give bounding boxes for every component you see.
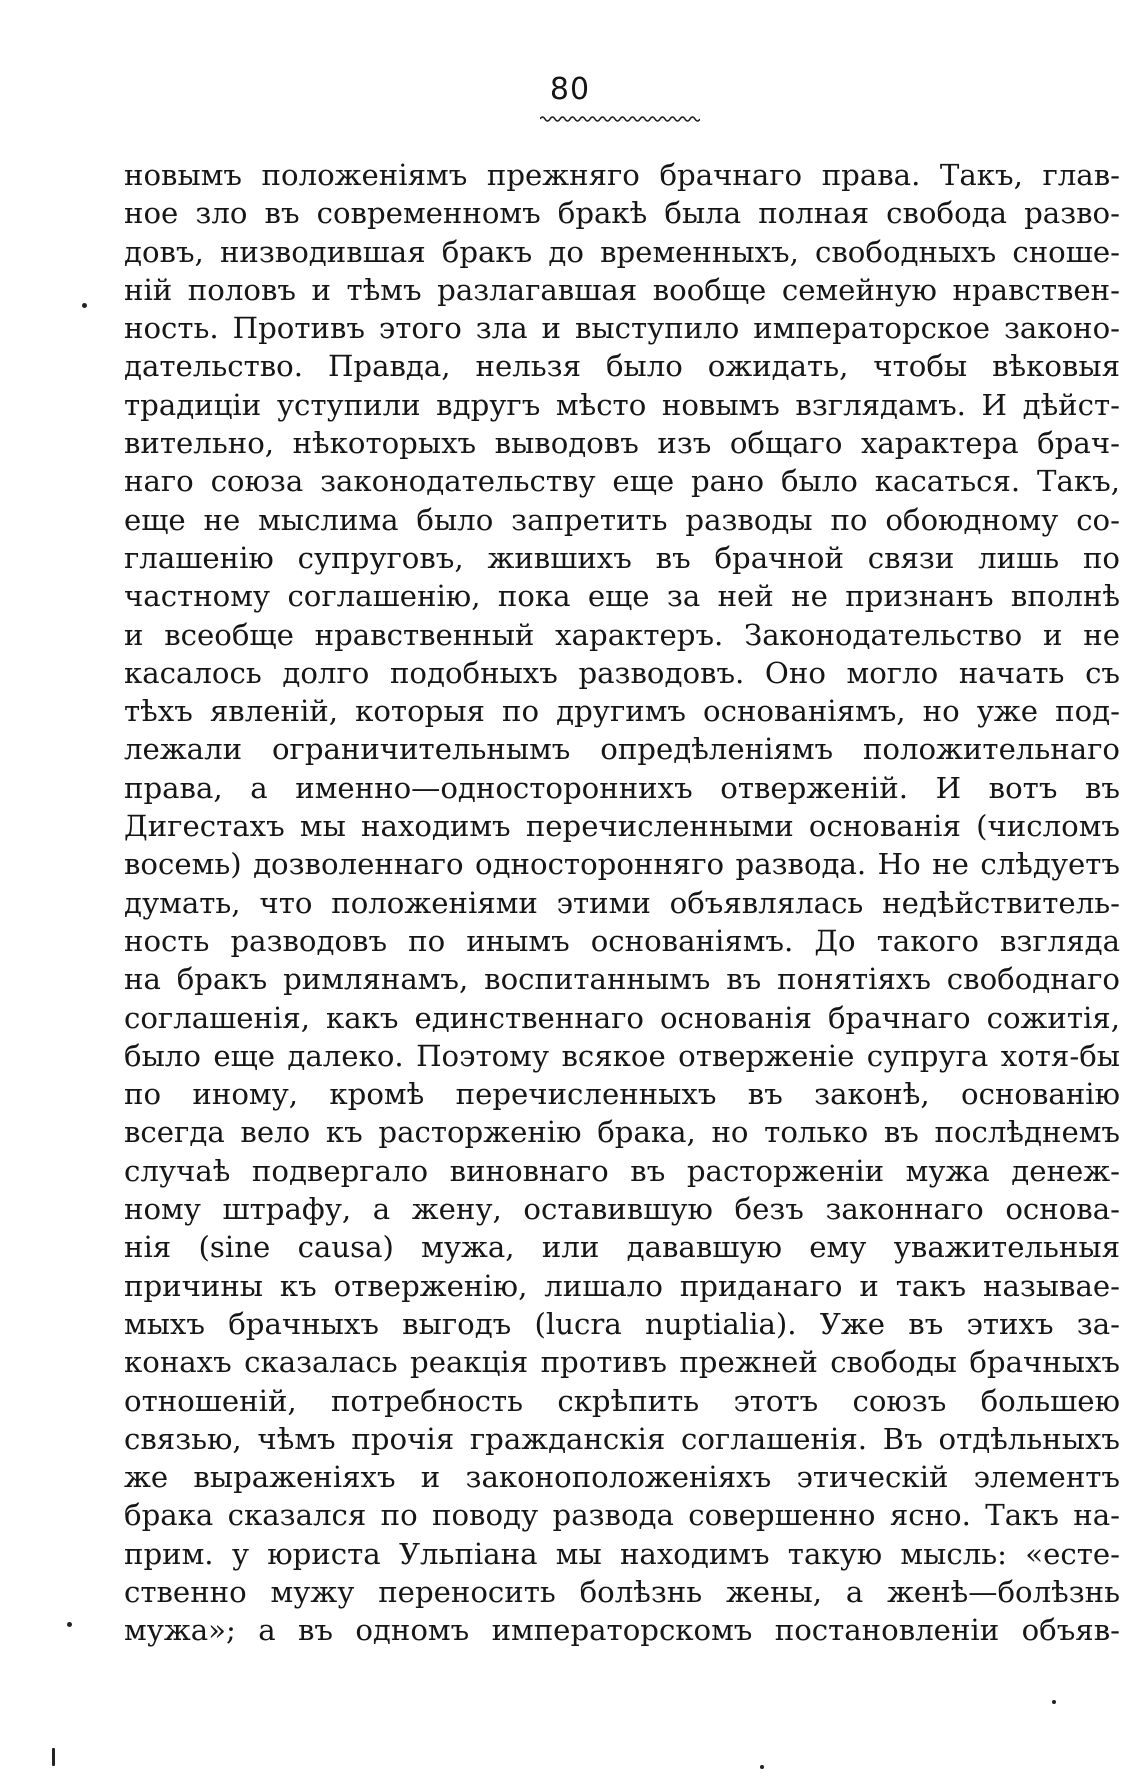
text-line: традиціи уступили вдругъ мѣсто новымъ взглядамъ. И дѣйст-: [124, 387, 1120, 422]
text-line: соглашенія, какъ единственнаго основанія брачнаго сожитія,: [124, 1000, 1120, 1035]
text-line: довъ, низводившая бракъ до временныхъ, свободныхъ сноше-: [124, 234, 1120, 269]
text-line: ному штрафу, а жену, оставившую безъ законнаго основа-: [124, 1192, 1120, 1227]
text-line: ное зло въ современномъ бракѣ была полная свобода разво-: [124, 196, 1120, 231]
text-line: лежали ограничительнымъ опредѣленіямъ положительнаго: [124, 732, 1120, 767]
text-line: причины къ отверженію, лишало приданаго и такъ называе-: [124, 1268, 1120, 1303]
text-line: же выраженіяхъ и законоположеніяхъ этическій элементъ: [124, 1460, 1120, 1495]
text-line: еще не мыслима было запретить разводы по обоюдному со-: [124, 502, 1120, 537]
text-line: ній половъ и тѣмъ разлагавшая вообще семейную нравствен-: [124, 272, 1120, 307]
text-line: ность. Противъ этого зла и выступило императорское законо-: [124, 311, 1120, 346]
page-number: 80: [549, 72, 591, 107]
text-line: нія (sine causa) мужа, или дававшую ему уважительныя: [124, 1230, 1120, 1265]
scan-speck: [67, 1622, 72, 1627]
scan-speck: [760, 1765, 764, 1769]
text-line: глашенію супруговъ, жившихъ въ брачной связи лишь по: [124, 540, 1120, 575]
text-line: ственно мужу переносить болѣзнь жены, а женѣ—болѣзнь: [124, 1574, 1120, 1609]
scan-speck: [82, 303, 87, 308]
text-line: ность разводовъ по инымъ основаніямъ. До такого взгляда: [124, 923, 1120, 958]
text-line: тѣхъ явленій, которыя по другимъ основаніямъ, но уже под-: [124, 694, 1120, 729]
text-line: всегда вело къ расторженію брака, но только въ послѣднемъ: [124, 1115, 1120, 1150]
text-line: и всеобще нравственный характеръ. Законодательство и не: [124, 617, 1120, 652]
text-line: права, а именно—одностороннихъ отверженій. И вотъ въ: [124, 770, 1120, 805]
text-line: случаѣ подвергало виновнаго въ расторженіи мужа денеж-: [124, 1153, 1120, 1188]
text-line: прим. у юриста Ульпіана мы находимъ такую мысль: «есте-: [124, 1536, 1120, 1571]
text-line: было еще далеко. Поэтому всякое отверженіе супруга хотя-бы: [124, 1038, 1120, 1073]
text-line: думать, что положеніями этими объявлялась недѣйствитель-: [124, 885, 1120, 920]
text-line: Дигестахъ мы находимъ перечисленными основанія (числомъ: [124, 809, 1120, 844]
text-line: брака сказался по поводу развода совершенно ясно. Такъ на-: [124, 1498, 1120, 1533]
scan-speck: [1052, 1700, 1056, 1704]
text-line: новымъ положеніямъ прежняго брачнаго права. Такъ, глав-: [124, 158, 1120, 192]
text-line: мужа»; а въ одномъ императорскомъ постановленіи объяв-: [124, 1613, 1120, 1648]
text-line: наго союза законодательству еще рано было касаться. Такъ,: [124, 464, 1120, 499]
text-line: мыхъ брачныхъ выгодъ (lucra nuptialia). Уже въ этихъ за-: [124, 1306, 1120, 1341]
scan-speck: [52, 1748, 55, 1766]
text-line: конахъ сказалась реакція противъ прежней свободы брачныхъ: [124, 1345, 1120, 1380]
text-line: на бракъ римлянамъ, воспитаннымъ въ понятіяхъ свободнаго: [124, 962, 1120, 997]
text-line: связью, чѣмъ прочія гражданскія соглашенія. Въ отдѣльныхъ: [124, 1421, 1120, 1456]
text-line: вительно, нѣкоторыхъ выводовъ изъ общаго характера брач-: [124, 426, 1120, 461]
text-line: отношеній, потребность скрѣпить этотъ союзъ большею: [124, 1383, 1120, 1418]
decorative-wavy-rule: [540, 114, 700, 124]
text-line: касалось долго подобныхъ разводовъ. Оно могло начать съ: [124, 655, 1120, 690]
body-text: [124, 156, 1120, 1650]
text-line: по иному, кромѣ перечисленныхъ въ законѣ, основанію: [124, 1077, 1120, 1112]
text-line: дательство. Правда, нельзя было ожидать, чтобы вѣковыя: [124, 349, 1120, 384]
text-line: восемь) дозволеннаго односторонняго развода. Но не слѣдуетъ: [124, 847, 1120, 882]
text-line: частному соглашенію, пока еще за ней не признанъ вполнѣ: [124, 579, 1120, 614]
